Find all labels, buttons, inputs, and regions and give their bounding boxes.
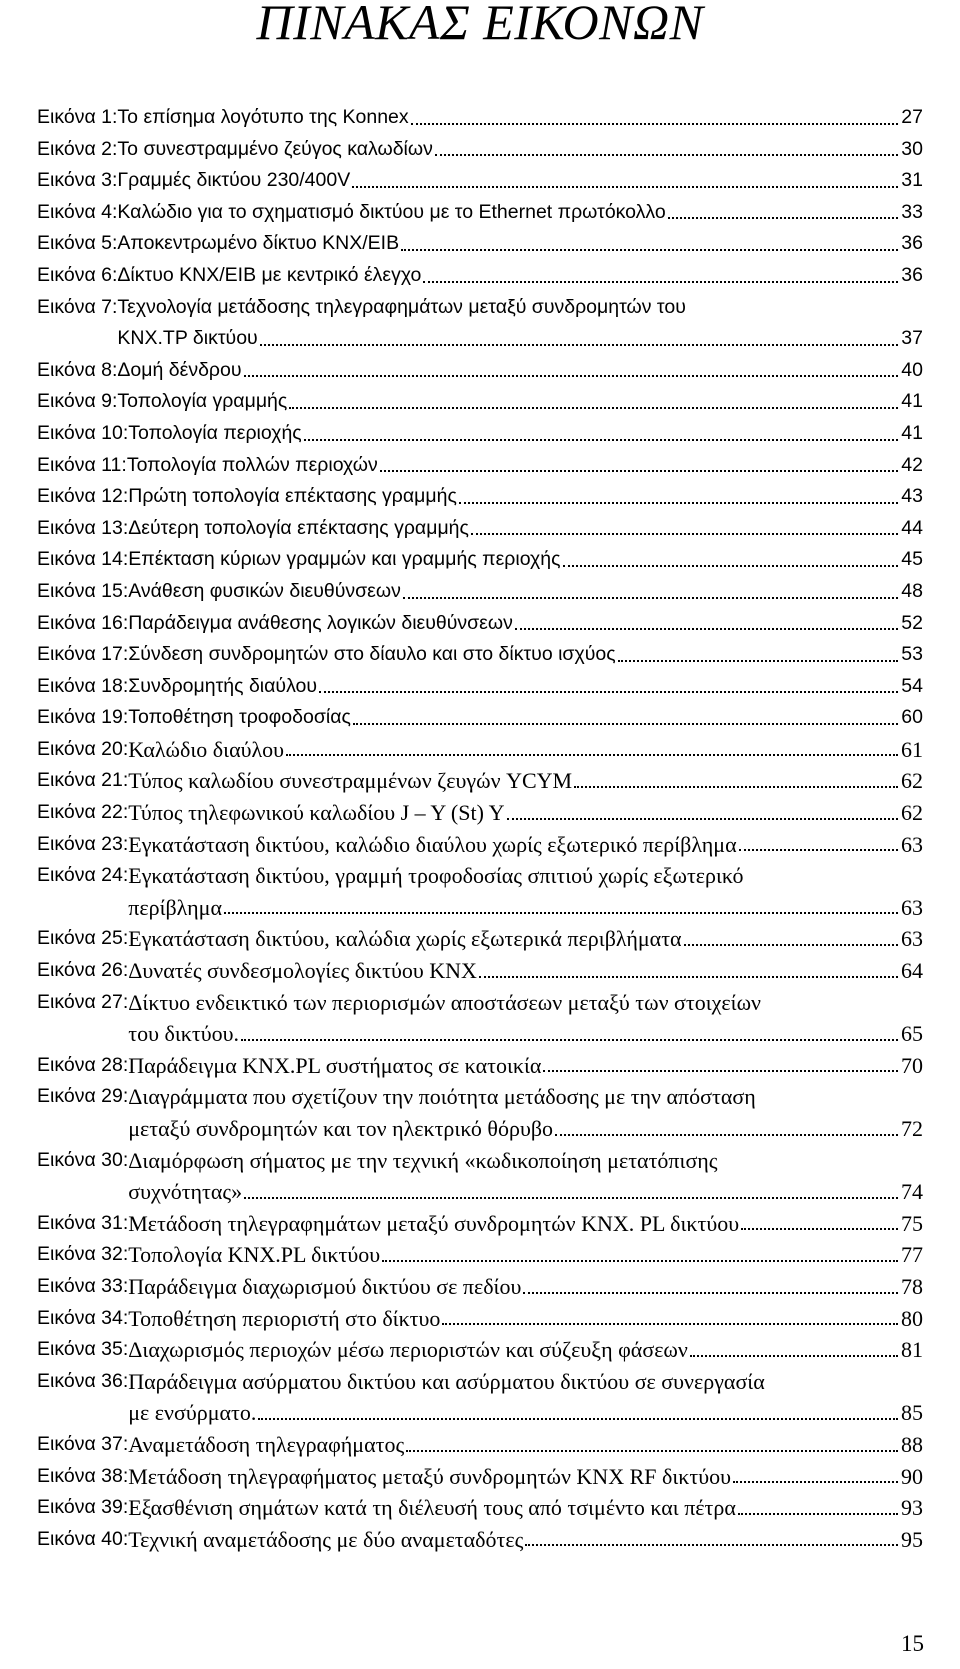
figure-caption-block <box>117 386 923 418</box>
page-reference: 62 <box>901 800 923 826</box>
figure-caption: Αναμετάδοση τηλεγραφήματος <box>128 1431 405 1457</box>
figure-caption: Δίκτυο ενδεικτικό των περιορισμών αποστάσεων μεταξύ των στοιχείων <box>128 989 762 1015</box>
figure-number: Εικόνα 38: <box>37 1464 129 1487</box>
toc-entry[interactable] <box>37 544 923 576</box>
figure-caption: συχνότητας» <box>128 1179 243 1205</box>
figure-caption-block <box>128 1429 923 1461</box>
toc-entry[interactable] <box>37 355 923 387</box>
figure-caption: Εγκατάσταση δικτύου, καλώδια χωρίς εξωτερικά περιβλήματα <box>128 926 682 952</box>
figure-number: Εικόνα 32: <box>37 1243 129 1266</box>
caption-line <box>117 355 923 387</box>
caption-line <box>117 228 923 260</box>
dot-leader <box>523 1524 901 1556</box>
figure-caption: Το επίσημα λογότυπο της Konnex <box>117 106 409 128</box>
figure-number: Εικόνα 2: <box>37 137 118 160</box>
dot-leader <box>421 260 901 292</box>
figure-caption: Τοπολογία KNX.PL δικτύου <box>128 1242 381 1268</box>
figure-caption: Το συνεστραμμένο ζεύγος καλωδίων <box>117 137 433 160</box>
figure-number: Εικόνα 9: <box>37 390 118 413</box>
page-reference: 95 <box>901 1526 923 1552</box>
toc-entry[interactable] <box>37 987 923 1050</box>
page-reference: 63 <box>901 894 923 920</box>
page-reference: 37 <box>901 327 923 350</box>
page-reference: 44 <box>901 516 923 539</box>
caption-line <box>128 860 923 892</box>
toc-entry[interactable] <box>37 292 923 355</box>
caption-line <box>128 1113 923 1145</box>
toc-entry[interactable] <box>37 671 923 703</box>
figure-number: Εικόνα 29: <box>37 1085 129 1108</box>
figure-number: Εικόνα 13: <box>37 516 129 539</box>
figure-number: Εικόνα 12: <box>37 485 129 508</box>
toc-entry[interactable] <box>37 134 923 166</box>
page-reference: 65 <box>901 1021 923 1047</box>
figure-number: Εικόνα 15: <box>37 579 129 602</box>
page-reference: 90 <box>901 1463 923 1489</box>
figure-caption-block <box>128 418 923 450</box>
toc-entry[interactable] <box>37 1081 923 1144</box>
page-reference: 75 <box>901 1210 923 1236</box>
figure-caption-block <box>128 1461 923 1493</box>
figure-caption: Διαγράμματα που σχετίζουν την ποιότητα μετάδοσης με την απόσταση <box>128 1084 756 1110</box>
figure-caption: Τοπολογία πολλών περιοχών <box>126 453 378 476</box>
figure-caption-block <box>117 102 923 134</box>
figure-caption-block <box>128 860 923 923</box>
figure-caption-block <box>128 923 923 955</box>
page-reference: 33 <box>901 200 923 223</box>
figure-caption: Τύπος καλωδίου συνεστραμμένων ζευγών YCYM <box>128 768 573 794</box>
figure-number: Εικόνα 17: <box>37 643 129 666</box>
page-reference: 77 <box>901 1242 923 1268</box>
page-reference: 54 <box>901 674 923 697</box>
figure-caption: Μετάδοση τηλεγραφήματος μεταξύ συνδρομητών KNX RF δικτύου <box>128 1463 731 1489</box>
caption-line <box>128 1239 923 1271</box>
caption-line <box>117 197 923 229</box>
figure-caption-block <box>128 1303 923 1335</box>
caption-line <box>128 1050 923 1082</box>
figure-number: Εικόνα 30: <box>37 1148 129 1171</box>
caption-line <box>128 923 923 955</box>
figure-caption-block <box>128 1524 923 1556</box>
caption-line <box>117 165 923 197</box>
caption-line <box>128 418 923 450</box>
toc-entry[interactable] <box>37 1271 923 1303</box>
caption-line <box>128 829 923 861</box>
figure-caption: Εγκατάσταση δικτύου, γραμμή τροφοδοσίας σπιτιού χωρίς εξωτερικό <box>128 863 744 889</box>
figure-caption: Τοποθέτηση περιοριστή στο δίκτυο <box>128 1305 441 1331</box>
toc-entry[interactable] <box>37 481 923 513</box>
figure-caption-block <box>128 1271 923 1303</box>
figure-number: Εικόνα 39: <box>37 1496 129 1519</box>
page-reference: 74 <box>901 1179 923 1205</box>
figure-caption-block <box>117 197 923 229</box>
dot-leader <box>401 576 901 608</box>
dot-leader <box>404 1429 901 1461</box>
dot-leader <box>616 639 902 671</box>
figure-caption-block <box>117 134 923 166</box>
figure-caption: Τεχνολογία μετάδοσης τηλεγραφημάτων μεταξύ συνδρομητών του <box>117 295 686 318</box>
caption-line <box>128 671 923 703</box>
toc-entry[interactable] <box>37 513 923 545</box>
figure-number: Εικόνα 25: <box>37 927 129 950</box>
toc-entry[interactable] <box>37 955 923 987</box>
figure-caption: Καλώδιο για το σχηματισμό δικτύου με το Ethernet πρωτόκολλο <box>117 200 666 223</box>
toc-entry[interactable] <box>37 734 923 766</box>
dot-leader <box>351 702 901 734</box>
dot-leader <box>731 1461 901 1493</box>
dot-leader <box>378 450 902 482</box>
caption-line <box>128 1018 923 1050</box>
figure-number: Εικόνα 26: <box>37 959 129 982</box>
page-reference: 88 <box>901 1431 923 1457</box>
dot-leader <box>736 1492 901 1524</box>
figure-number: Εικόνα 11: <box>37 453 127 476</box>
toc-entry[interactable] <box>37 1334 923 1366</box>
page-reference: 85 <box>901 1400 923 1426</box>
page-reference: 81 <box>901 1337 923 1363</box>
figure-caption: Τοπολογία περιοχής <box>128 421 302 444</box>
page-reference: 70 <box>901 1052 923 1078</box>
figure-number: Εικόνα 23: <box>37 832 129 855</box>
figure-caption: Δομή δένδρου <box>117 358 242 381</box>
toc-entry[interactable] <box>37 608 923 640</box>
caption-line <box>128 1271 923 1303</box>
page-reference: 72 <box>901 1116 923 1141</box>
dot-leader <box>399 228 901 260</box>
figure-number: Εικόνα 8: <box>37 358 118 381</box>
dot-leader <box>258 323 902 355</box>
figure-caption: Παράδειγμα ασύρματου δικτύου και ασύρματου δικτύου σε συνεργασία <box>128 1368 765 1394</box>
caption-line <box>117 323 923 355</box>
figure-caption-block <box>128 608 923 640</box>
page-reference: 45 <box>901 548 923 571</box>
caption-line <box>128 1492 923 1524</box>
caption-line <box>117 386 923 418</box>
figure-number: Εικόνα 16: <box>37 611 129 634</box>
dot-leader <box>409 102 902 134</box>
figure-number: Εικόνα 20: <box>37 737 129 760</box>
page-reference: 63 <box>901 926 923 952</box>
toc-entry[interactable] <box>37 702 923 734</box>
toc-entry[interactable] <box>37 765 923 797</box>
dot-leader <box>284 734 901 766</box>
dot-leader <box>350 165 901 197</box>
toc-entry[interactable] <box>37 1366 923 1429</box>
caption-line <box>128 1334 923 1366</box>
page-reference: 36 <box>901 232 923 255</box>
caption-line <box>128 1524 923 1556</box>
figure-caption-block <box>128 481 923 513</box>
toc-entry[interactable] <box>37 1208 923 1240</box>
figure-number: Εικόνα 6: <box>37 263 118 286</box>
figure-caption-block <box>128 797 923 829</box>
toc-entry[interactable] <box>37 450 923 482</box>
dot-leader <box>521 1271 901 1303</box>
toc-entry[interactable] <box>37 260 923 292</box>
table-of-figures <box>37 102 923 1555</box>
figure-number: Εικόνα 31: <box>37 1211 129 1234</box>
dot-leader <box>572 765 901 797</box>
dot-leader <box>737 829 901 861</box>
toc-entry[interactable] <box>37 797 923 829</box>
caption-line <box>117 134 923 166</box>
dot-leader <box>513 608 901 640</box>
figure-caption: Συνδρομητής διαύλου <box>128 674 318 697</box>
figure-caption-block <box>128 734 923 766</box>
figure-number: Εικόνα 5: <box>37 232 118 255</box>
toc-entry[interactable] <box>37 1303 923 1335</box>
figure-number: Εικόνα 1: <box>37 106 118 128</box>
figure-caption-block <box>128 1081 923 1144</box>
page-reference: 63 <box>901 831 923 857</box>
toc-entry[interactable] <box>37 576 923 608</box>
toc-entry[interactable] <box>37 197 923 229</box>
caption-line <box>117 102 923 134</box>
figure-caption: Επέκταση κύριων γραμμών και γραμμής περιοχής <box>128 548 561 571</box>
figure-number: Εικόνα 3: <box>37 169 118 192</box>
figure-caption: Τοποθέτηση τροφοδοσίας <box>128 706 351 729</box>
caption-line <box>128 1461 923 1493</box>
figure-caption: Παράδειγμα ανάθεσης λογικών διευθύνσεων <box>128 611 513 634</box>
figure-caption: Γραμμές δικτύου 230/400V <box>117 169 351 192</box>
dot-leader <box>666 197 902 229</box>
figure-caption-block <box>128 513 923 545</box>
figure-caption: Εξασθένιση σημάτων κατά τη διέλευσή τους από τσιμέντο και πέτρα <box>128 1495 736 1521</box>
page-reference: 64 <box>901 958 923 984</box>
figure-caption: Μετάδοση τηλεγραφημάτων μεταξύ συνδρομητών KNX. PL δικτύου <box>128 1210 740 1236</box>
figure-caption: Τοπολογία γραμμής <box>117 390 288 413</box>
page-reference: 61 <box>901 736 923 762</box>
figure-caption: Σύνδεση συνδρομητών στο δίαυλο και στο δίκτυο ισχύος <box>128 643 616 666</box>
page-reference: 41 <box>901 390 923 413</box>
toc-entry[interactable] <box>37 829 923 861</box>
caption-line <box>128 987 923 1019</box>
figure-caption-block <box>117 292 923 355</box>
dot-leader <box>242 1176 901 1208</box>
figure-caption: Καλώδιο διαύλου <box>128 736 285 762</box>
figure-caption: Αποκεντρωμένο δίκτυο KNX/EIB <box>117 232 400 255</box>
figure-number: Εικόνα 4: <box>37 200 118 223</box>
toc-entry[interactable] <box>37 1524 923 1556</box>
figure-caption: Εγκατάσταση δικτύου, καλώδιο διαύλου χωρίς εξωτερικό περίβλημα <box>128 831 737 857</box>
figure-caption: Διαχωρισμός περιοχών μέσω περιοριστών και σύζευξη φάσεων <box>128 1337 688 1363</box>
figure-caption-block <box>128 765 923 797</box>
page-reference: 36 <box>901 263 923 286</box>
dot-leader <box>457 481 901 513</box>
page-reference: 62 <box>901 768 923 794</box>
figure-caption: Παράδειγμα διαχωρισμού δικτύου σε πεδίου <box>128 1273 522 1299</box>
figure-caption: Διαμόρφωση σήματος με την τεχνική «κωδικοποίηση μετατόπισης <box>128 1147 718 1173</box>
figure-number: Εικόνα 37: <box>37 1432 129 1455</box>
figure-caption-block <box>128 987 923 1050</box>
dot-leader <box>553 1113 901 1145</box>
figure-number: Εικόνα 10: <box>37 421 129 444</box>
toc-entry[interactable] <box>37 860 923 923</box>
figure-caption-block <box>128 1050 923 1082</box>
figure-number: Εικόνα 35: <box>37 1338 129 1361</box>
caption-line <box>128 1081 923 1113</box>
caption-line <box>128 1208 923 1240</box>
figure-caption-block <box>128 1239 923 1271</box>
caption-line <box>128 1429 923 1461</box>
caption-line <box>128 544 923 576</box>
caption-line <box>128 797 923 829</box>
dot-leader <box>561 544 902 576</box>
toc-entry[interactable] <box>37 102 923 134</box>
figure-caption: με ενσύρματο. <box>128 1400 257 1426</box>
figure-caption: Παράδειγμα KNX.PL συστήματος σε κατοικία <box>128 1052 542 1078</box>
caption-line <box>128 1366 923 1398</box>
figure-number: Εικόνα 19: <box>37 706 129 729</box>
dot-leader <box>256 1397 901 1429</box>
figure-number: Εικόνα 36: <box>37 1369 129 1392</box>
dot-leader <box>505 797 901 829</box>
dot-leader <box>440 1303 901 1335</box>
caption-line <box>128 513 923 545</box>
figure-caption: Τύπος τηλεφωνικού καλωδίου J – Y (St) Y <box>128 800 505 826</box>
page-reference: 31 <box>901 169 923 192</box>
dot-leader <box>239 1018 901 1050</box>
caption-line <box>128 1176 923 1208</box>
dot-leader <box>287 386 901 418</box>
figure-caption-block <box>117 260 923 292</box>
dot-leader <box>242 355 902 387</box>
toc-entry[interactable] <box>37 639 923 671</box>
figure-caption: Δεύτερη τοπολογία επέκτασης γραμμής <box>128 516 469 539</box>
caption-line <box>117 260 923 292</box>
page-reference: 42 <box>901 453 923 476</box>
dot-leader <box>688 1334 901 1366</box>
figure-caption-block <box>128 639 923 671</box>
figure-number: Εικόνα 33: <box>37 1274 129 1297</box>
figure-number: Εικόνα 21: <box>37 769 129 792</box>
caption-line <box>127 450 923 482</box>
dot-leader <box>222 892 901 924</box>
toc-entry[interactable] <box>37 1461 923 1493</box>
figure-caption: περίβλημα <box>128 894 222 920</box>
caption-line <box>128 765 923 797</box>
caption-line <box>128 639 923 671</box>
figure-caption: Τεχνική αναμετάδοσης με δύο αναμεταδότες <box>128 1526 524 1552</box>
toc-entry[interactable] <box>37 1239 923 1271</box>
figure-caption-block <box>128 1492 923 1524</box>
dot-leader <box>469 513 901 545</box>
figure-caption-block <box>128 1208 923 1240</box>
figure-number: Εικόνα 7: <box>37 295 118 318</box>
figure-caption-block <box>128 576 923 608</box>
page-reference: 80 <box>901 1305 923 1331</box>
figure-number: Εικόνα 40: <box>37 1527 129 1550</box>
dot-leader <box>380 1239 901 1271</box>
dot-leader <box>317 671 901 703</box>
toc-entry[interactable] <box>37 1145 923 1208</box>
page-reference: 52 <box>901 611 923 634</box>
page-reference: 48 <box>901 579 923 602</box>
dot-leader <box>433 134 901 166</box>
caption-line <box>128 955 923 987</box>
dot-leader <box>739 1208 901 1240</box>
figure-caption-block <box>128 1366 923 1429</box>
caption-line <box>128 1145 923 1177</box>
caption-line <box>128 1397 923 1429</box>
caption-line <box>128 702 923 734</box>
toc-entry[interactable] <box>37 1492 923 1524</box>
page-reference: 53 <box>901 643 923 666</box>
figure-caption: Δίκτυο KNX/EIB με κεντρικό έλεγχο <box>117 263 422 286</box>
page-reference: 78 <box>901 1273 923 1299</box>
caption-line <box>128 734 923 766</box>
figure-caption-block <box>128 1145 923 1208</box>
page-reference: 43 <box>901 485 923 508</box>
page-number: 15 <box>901 1631 924 1656</box>
figure-number: Εικόνα 34: <box>37 1306 129 1329</box>
figure-caption-block <box>127 450 923 482</box>
caption-line <box>128 892 923 924</box>
page-reference: 30 <box>901 137 923 160</box>
caption-line <box>128 608 923 640</box>
figure-caption: Δυνατές συνδεσμολογίες δικτύου KNX <box>128 958 477 984</box>
figure-number: Εικόνα 18: <box>37 674 129 697</box>
figure-caption-block <box>128 544 923 576</box>
figure-number: Εικόνα 28: <box>37 1053 129 1076</box>
figure-caption: μεταξύ συνδρομητών και τον ηλεκτρικό θόρυβο <box>128 1116 554 1141</box>
page-reference: 60 <box>901 706 923 729</box>
figure-caption: KNX.TP δικτύου <box>117 327 258 350</box>
figure-caption: Πρώτη τοπολογία επέκτασης γραμμής <box>128 485 457 508</box>
figure-caption: του δικτύου. <box>128 1021 239 1047</box>
figure-caption-block <box>117 228 923 260</box>
dot-leader <box>302 418 902 450</box>
toc-entry[interactable] <box>37 1050 923 1082</box>
toc-entry[interactable] <box>37 418 923 450</box>
figure-caption-block <box>128 1334 923 1366</box>
figure-number: Εικόνα 24: <box>37 864 129 887</box>
figure-caption-block <box>117 355 923 387</box>
page-reference: 93 <box>901 1495 923 1521</box>
dot-leader <box>477 955 901 987</box>
toc-entry[interactable] <box>37 923 923 955</box>
page-reference: 27 <box>901 106 923 128</box>
caption-line <box>128 1303 923 1335</box>
toc-entry[interactable] <box>37 228 923 260</box>
figure-number: Εικόνα 27: <box>37 990 129 1013</box>
caption-line <box>128 576 923 608</box>
figure-caption-block <box>128 702 923 734</box>
caption-line <box>128 481 923 513</box>
figure-caption-block <box>117 165 923 197</box>
toc-entry[interactable] <box>37 1429 923 1461</box>
figure-number: Εικόνα 14: <box>37 548 129 571</box>
page-reference: 41 <box>901 421 923 444</box>
caption-line <box>117 292 923 324</box>
page-reference: 40 <box>901 358 923 381</box>
dot-leader <box>682 923 901 955</box>
figure-caption-block <box>128 671 923 703</box>
figure-caption-block <box>128 829 923 861</box>
page-title: ΠΙΝΑΚΑΣ ΕΙΚΟΝΩΝ <box>256 0 704 50</box>
figure-caption: Ανάθεση φυσικών διευθύνσεων <box>128 579 401 602</box>
dot-leader <box>541 1050 901 1082</box>
toc-entry[interactable] <box>37 386 923 418</box>
figure-caption-block <box>128 955 923 987</box>
toc-entry[interactable] <box>37 165 923 197</box>
figure-number: Εικόνα 22: <box>37 801 129 824</box>
